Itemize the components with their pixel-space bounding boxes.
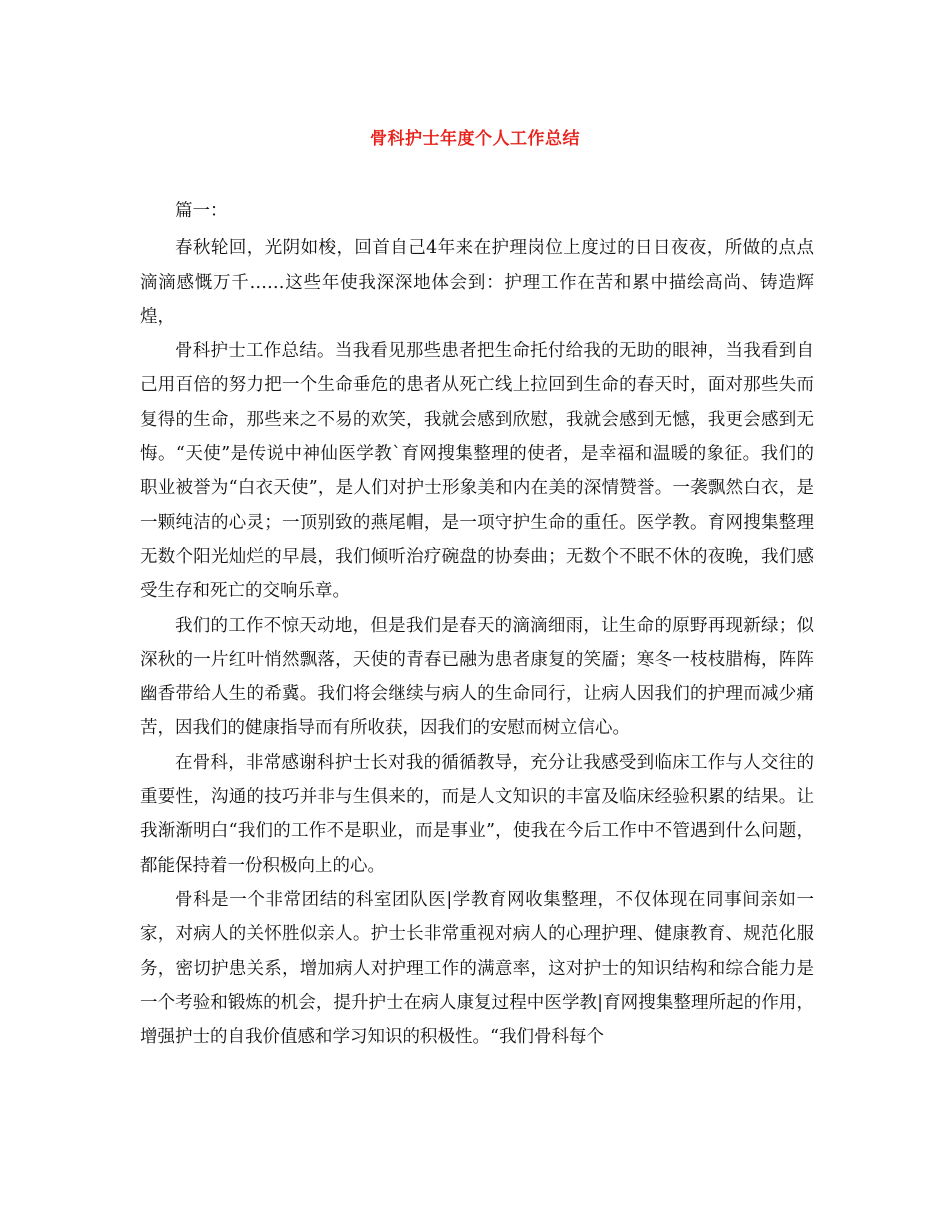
paragraph: 春秋轮回，光阴如梭，回首自己4年来在护理岗位上度过的日日夜夜，所做的点点滴滴感慨万千……这些年使我深深地体会到：护理工作在苦和累中描绘高尚、铸造辉煌，: [140, 238, 814, 327]
paragraph: 在骨科，非常感谢科护士长对我的循循教导，充分让我感受到临床工作与人交往的重要性，沟通的技巧并非与生俱来的，而是人文知识的丰富及临床经验积累的结果。让我渐渐明白“我们的工作不是职业，而是事业”，使我在今后工作中不管遇到什么问题，都能保持着一份积极向上的心。: [140, 752, 814, 876]
section-label: 篇一：: [175, 201, 228, 221]
document-body: [140, 194, 814, 1054]
paragraph: 我们的工作不惊天动地，但是我们是春天的滴滴细雨，让生命的原野再现新绿；似深秋的一片红叶悄然飘落，天使的青春已融为患者康复的笑靥；寒冬一枝枝腊梅，阵阵幽香带给人生的希冀。我们将会继续与病人的生命同行，让病人因我们的护理而减少痛苦，因我们的健康指导而有所收获，因我们的安慰而树立信心。: [140, 615, 814, 739]
paragraph: 骨科是一个非常团结的科室团队医|学教育网收集整理，不仅体现在同事间亲如一家，对病人的关怀胜似亲人。护士长非常重视对病人的心理护理、健康教育、规范化服务，密切护患关系，增加病人对护理工作的满意率，这对护士的知识结构和综合能力是一个考验和锻炼的机会，提升护士在病人康复过程中医学教|育网搜集整理所起的作用，增强护士的自我价值感和学习知识的积极性。“我们骨科每个: [140, 889, 814, 1048]
paragraph: 骨科护士工作总结。当我看见那些患者把生命托付给我的无助的眼神，当我看到自己用百倍的努力把一个生命垂危的患者从死亡线上拉回到生命的春天时，面对那些失而复得的生命，那些来之不易的欢笑，我就会感到欣慰，我就会感到无憾，我更会感到无悔。“天使”是传说中神仙医学教`育网搜集整理的使者，是幸福和温暖的象征。我们的职业被誉为“白衣天使”，是人们对护士形象美和内在美的深情赞誉。一袭飘然白衣，是一颗纯洁的心灵；一顶别致的燕尾帽，是一项守护生命的重任。医学教。育网搜集整理无数个阳光灿烂的早晨，我们倾听治疗碗盘的协奏曲；无数个不眠不休的夜晚，我们感受生存和死亡的交响乐章。: [140, 341, 814, 602]
document-title: 骨科护士年度个人工作总结: [370, 129, 580, 149]
